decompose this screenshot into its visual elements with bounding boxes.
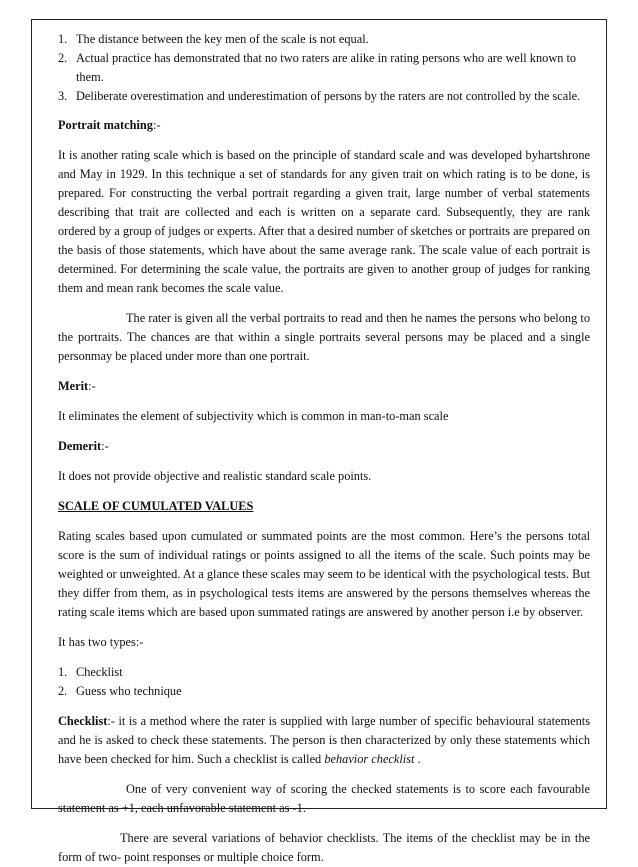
list-text: Actual practice has demonstrated that no two raters are alike in rating persons who are well known to them. — [76, 51, 577, 84]
types-intro: It has two types:- — [58, 635, 144, 649]
demerit-heading: Demerit:- — [58, 439, 109, 453]
list-text: Deliberate overestimation and underestimation of persons by the raters are not controlled by the scale. — [76, 89, 581, 103]
merit-text: It eliminates the element of subjectivity which is common in man-to-man scale — [58, 409, 449, 423]
demerit-text: It does not provide objective and realistic standard scale points. — [58, 469, 372, 483]
list-item — [58, 682, 590, 701]
checklist-paragraph: Checklist:- it is a method where the rater is supplied with large number of specific behavioural statements and he is asked to check these statements. The person is then characterized by only these statements which have been checked for him. Such a checklist is called behavior checklist . — [58, 714, 590, 766]
portrait-paragraph: It is another rating scale which is based on the principle of standard scale and was developed byhartshrone and May in 1929. In this technique a set of standards for any given trait on which rating is to be done, is prepared. For constructing the verbal portrait regarding a given trait, large number of verbal statements describing that trait are collected and each is written on a separate card. Subsequently, they are rank ordered by a group of judges or experts. After that a desired number of sketches or portraits are prepared on the basis of those statements, which have about the same average rank. The scale value of each portrait is determined. For determining the scale value, the portraits are given to another group of judges for ranking them and mean rank becomes the scale value. — [58, 148, 590, 295]
list-text: Guess who technique — [76, 684, 182, 698]
list-number: 3. — [58, 89, 68, 103]
list-item — [58, 663, 590, 682]
list-text: The distance between the key men of the scale is not equal. — [76, 32, 369, 46]
page-content — [58, 30, 590, 867]
checklist-scoring-paragraph: One of very convenient way of scoring the checked statements is to score each favourable statement as +1, each unfavorable statement as -1. — [58, 782, 590, 815]
list-item — [58, 30, 590, 49]
section-heading: SCALE OF CUMULATED VALUES — [58, 499, 254, 513]
list-number: 2. — [58, 684, 68, 698]
list-number: 1. — [58, 32, 68, 46]
merit-heading: Merit:- — [58, 379, 96, 393]
limitations-list — [58, 30, 590, 106]
list-item — [58, 87, 590, 106]
portrait-heading: Portrait matching:- — [58, 118, 161, 132]
types-list — [58, 663, 590, 701]
checklist-variations-paragraph: There are several variations of behavior checklists. The items of the checklist may be in the form of two- point responses or multiple choice form. — [58, 831, 590, 864]
list-number: 2. — [58, 51, 68, 65]
list-number: 1. — [58, 665, 68, 679]
list-text: Checklist — [76, 665, 123, 679]
cumulated-paragraph: Rating scales based upon cumulated or summated points are the most common. Here’s the persons total score is the sum of individual ratings or points assigned to all the items of the scale. Such points may be weighted or unweighted. At a glance these scales may seem to be identical with the psychological tests. But they differ from them, as in psychological tests items are answered by the persons themselves whereas the rating scale items which are based upon summated ratings are answered by another person i.e by observer. — [58, 529, 590, 619]
list-item — [58, 49, 590, 87]
portrait-paragraph-2: The rater is given all the verbal portraits to read and then he names the persons who belong to the portraits. The chances are that within a single portraits several persons may be placed and a single personmay be placed under more than one portrait. — [58, 311, 590, 363]
